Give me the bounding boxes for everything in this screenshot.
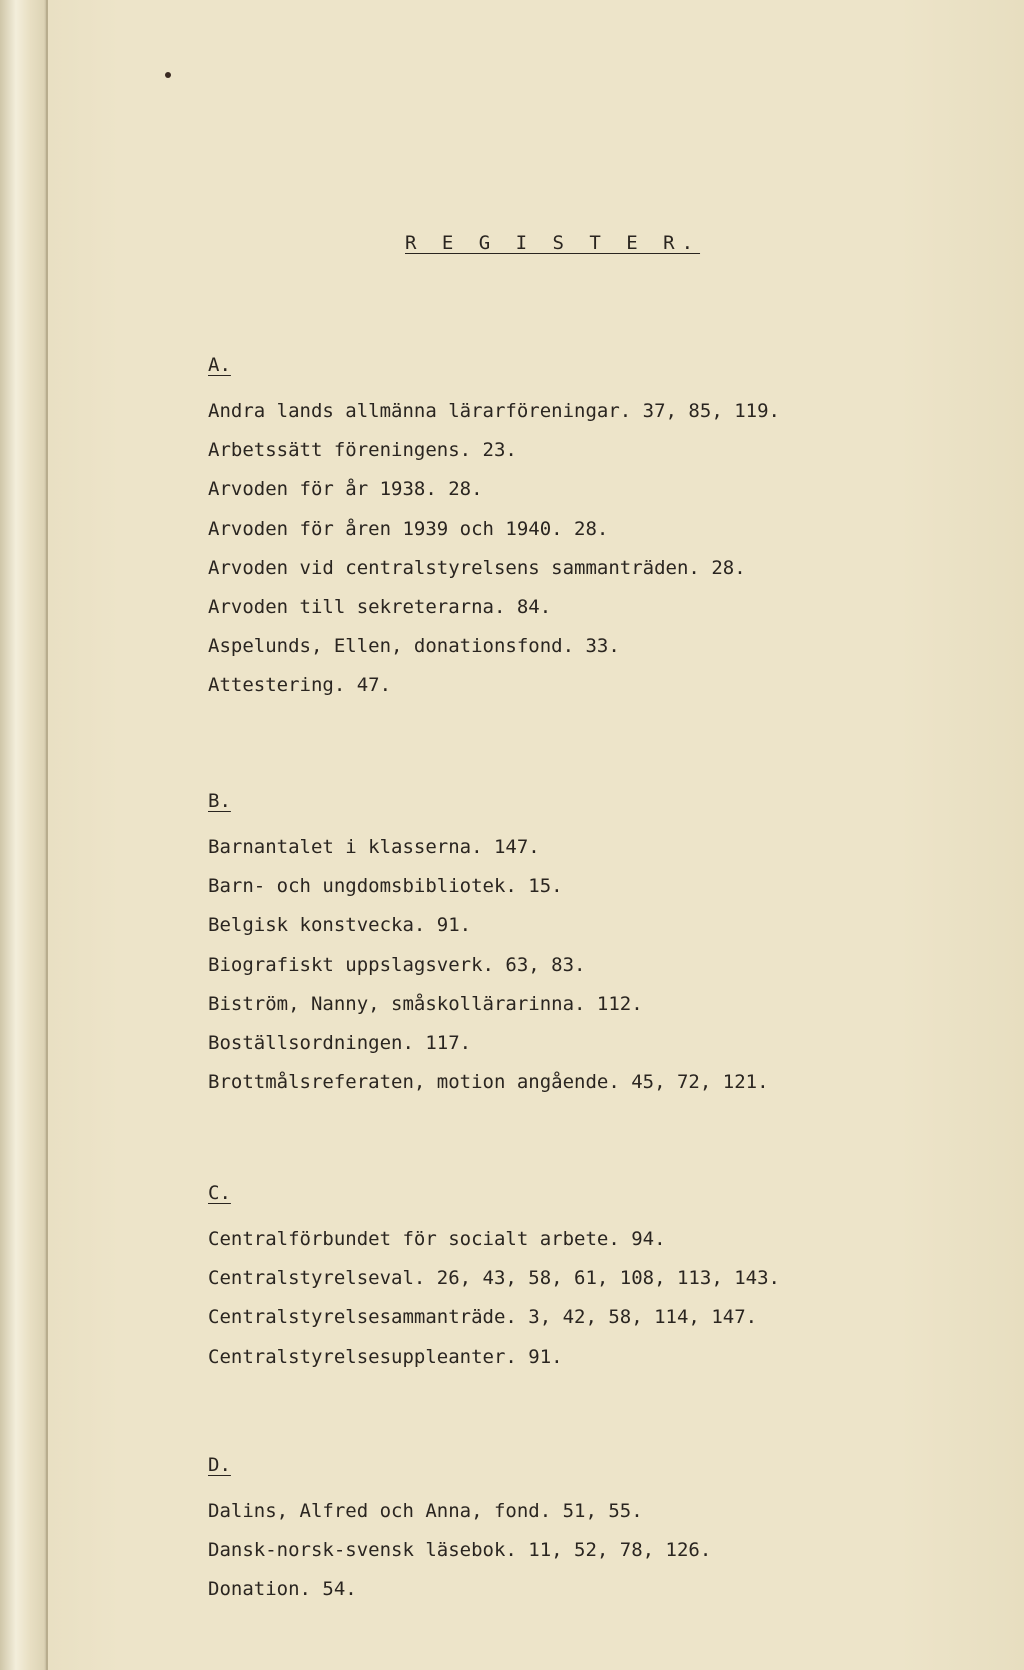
index-entry: Arvoden för år 1938. 28.: [208, 478, 483, 501]
binding-edge: [0, 0, 46, 1670]
index-entry: Arvoden för åren 1939 och 1940. 28.: [208, 517, 609, 540]
index-entry: Brottmålsreferaten, motion angående. 45, 72, 121.: [208, 1071, 769, 1094]
index-entry: Aspelunds, Ellen, donationsfond. 33.: [208, 635, 620, 658]
index-entry: Biström, Nanny, småskollärarinna. 112.: [208, 992, 643, 1015]
index-entry: Dalins, Alfred och Anna, fond. 51, 55.: [208, 1500, 643, 1522]
index-entry: Centralstyrelsesuppleanter. 91.: [208, 1345, 563, 1368]
index-entry: Boställsordningen. 117.: [208, 1032, 472, 1055]
page-title: R E G I S T E R.: [405, 232, 701, 254]
section-letter: C.: [208, 1182, 231, 1204]
index-entry: Arvoden till sekreterarna. 84.: [208, 596, 552, 619]
index-entry: Centralförbundet för socialt arbete. 94.: [208, 1228, 666, 1250]
index-entry: Arvoden vid centralstyrelsens sammanträden. 28.: [208, 556, 746, 579]
section-letter: B.: [208, 790, 231, 812]
index-entry: Barn- och ungdomsbibliotek. 15.: [208, 875, 563, 898]
index-entry: Belgisk konstvecka. 91.: [208, 914, 472, 937]
ink-mark: [165, 72, 171, 78]
index-entry: Centralstyrelseval. 26, 43, 58, 61, 108, 113, 143.: [208, 1267, 780, 1290]
index-entry: Arbetssätt föreningens. 23.: [208, 439, 517, 462]
section-b: [208, 788, 988, 1102]
index-entry: Barnantalet i klasserna. 147.: [208, 836, 540, 858]
section-d: [208, 1452, 988, 1610]
section-letter: D.: [208, 1454, 231, 1476]
index-entry: Andra lands allmänna lärarföreningar. 37, 85, 119.: [208, 400, 780, 422]
index-entry: Donation. 54.: [208, 1578, 357, 1601]
index-entry: Dansk-norsk-svensk läsebok. 11, 52, 78, 126.: [208, 1539, 712, 1562]
index-entry: Centralstyrelsesammanträde. 3, 42, 58, 114, 147.: [208, 1306, 758, 1329]
section-c: [208, 1180, 988, 1377]
index-entry: Attestering. 47.: [208, 674, 392, 697]
section-a: [208, 352, 988, 706]
section-letter: A.: [208, 354, 231, 376]
binding-line: [46, 0, 48, 1670]
index-entry: Biografiskt uppslagsverk. 63, 83.: [208, 953, 586, 976]
